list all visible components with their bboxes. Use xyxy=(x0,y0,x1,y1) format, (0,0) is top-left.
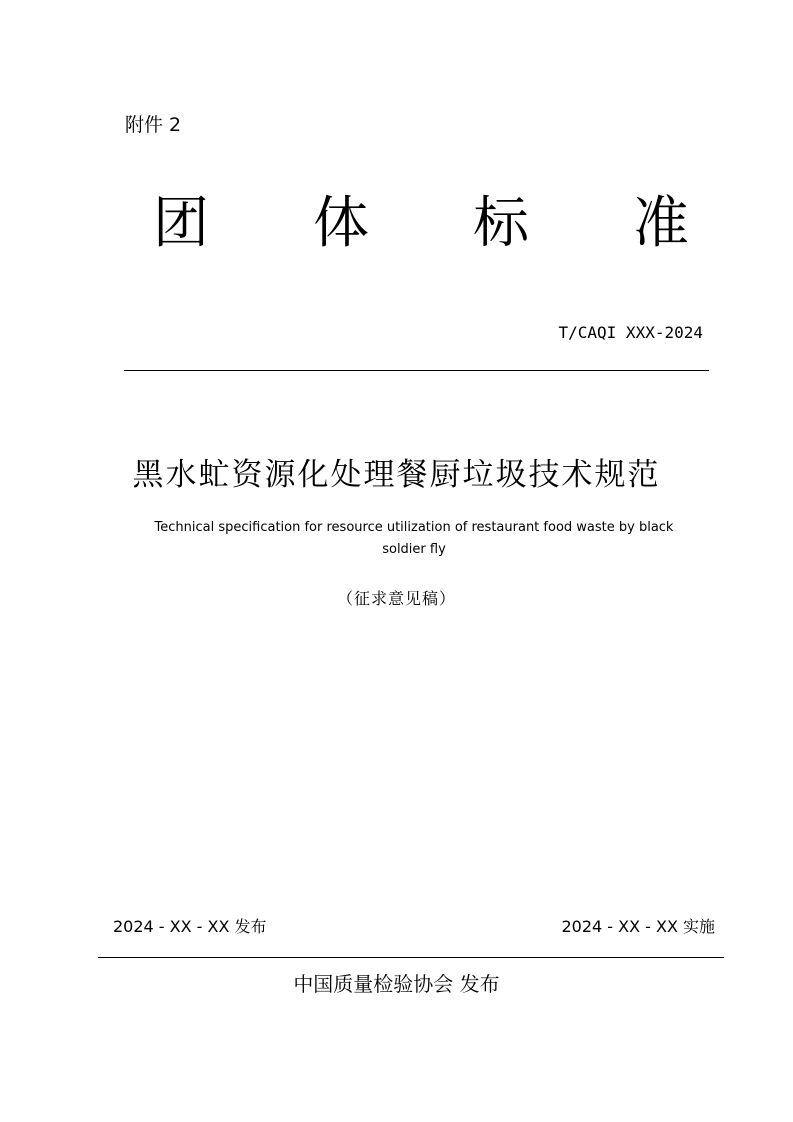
implement-date: 2024 - XX - XX 实施 xyxy=(561,917,715,936)
footer-divider xyxy=(98,957,724,958)
doc-type-char-3: 标 xyxy=(473,191,529,256)
doc-type-char-2: 体 xyxy=(313,191,369,256)
standard-code: T/CAQI XXX-2024 xyxy=(558,323,703,342)
doc-type-char-1: 团 xyxy=(153,191,209,256)
document-title-en: Technical specification for resource utilization of restaurant food waste by black soldier fly xyxy=(154,520,674,557)
attachment-label: 附件 2 xyxy=(125,114,182,136)
publisher: 中国质量检验协会 发布 xyxy=(293,972,500,996)
doc-type-char-4: 准 xyxy=(633,191,689,256)
header-divider xyxy=(124,370,709,371)
document-title-cn: 黑水虻资源化处理餐厨垃圾技术规范 xyxy=(132,457,661,493)
publish-date: 2024 - XX - XX 发布 xyxy=(113,917,267,936)
draft-note: （征求意见稿） xyxy=(336,589,456,608)
